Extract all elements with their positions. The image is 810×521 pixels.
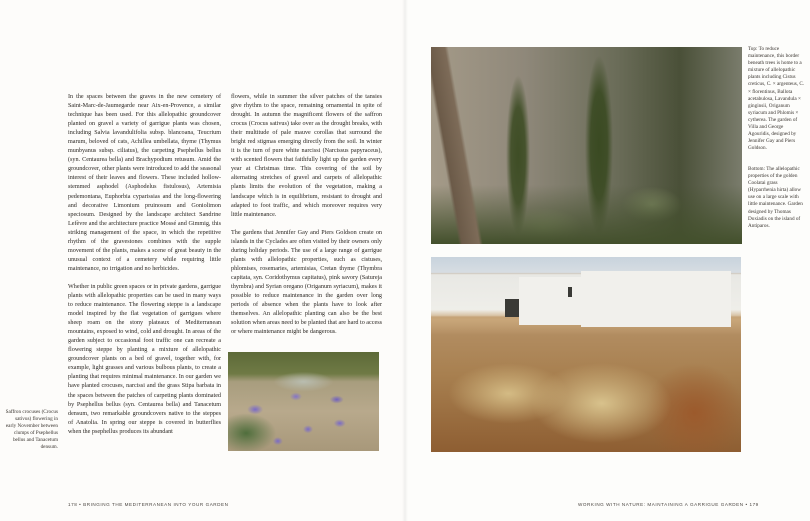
book-gutter bbox=[402, 0, 408, 521]
photo-caption-top: Top: To reduce maintenance, this border beneath trees is home to a mixture of allelopathic plants including Cistus creticus, C. × argenteus, C. × florentinus, Ballota acetabulosa, Lavandula × ginginsii, Origanum syriacum and Phlomis × cytherea. The garden of Villa and George Agouridis, designed by Jennifer Gay and Piers Goldson. bbox=[748, 46, 805, 152]
page-footer-left: 178 • BRINGING THE MEDITERRANEAN INTO YOUR GARDEN bbox=[68, 502, 229, 507]
page-footer-right: WORKING WITH NATURE: MAINTAINING A GARRIGUE GARDEN • 179 bbox=[578, 502, 759, 507]
coolatai-grass-photo bbox=[431, 257, 741, 452]
saffron-crocus-photo bbox=[228, 352, 379, 451]
paragraph: The gardens that Jennifer Gay and Piers Goldson create on islands in the Cyclades are often visited by their owners only during holiday periods. The use of a large range of garrigue plants with allelopathic properties, such as cistuses, phlomises, rosemaries, artemisias, Cretan thyme (Thymbra capitata, syn. Coridothymus capitatus), pink savory (Satureja thymbra) and Syrian oregano (Origanum syriacum), makes it possible to reduce maintenance in the garden over long periods of absence when the plants have to look after themselves. An allelopathic planting can also be the best solution when areas need to be planted that are hard to access or where maintenance might be dangerous. bbox=[231, 229, 382, 336]
photo-caption-bottom: Bottom: The allelopathic properties of the golden Coolatai grass (Hyparrhenia hirta) allow use on a large scale with little maintenance. Garden designed by Thomas Doxiadis on the island of Antiparos. bbox=[748, 166, 803, 229]
house-block bbox=[581, 271, 731, 327]
doorway bbox=[505, 299, 519, 317]
window bbox=[568, 287, 572, 297]
paragraph: Whether in public green spaces or in private gardens, garrigue plants with allelopathic properties can be used in many ways to reduce maintenance. The flowering steppe is a landscape model inspired by the flat vegetation of garrigues where sheep roam on the stony plateaux of Mediterranean mountains, exposed to wind, cold and drought. In areas of the garden subject to occasional foot traffic one can recreate a flowering steppe by planting a mixture of allelopathic groundcover plants on a bed of gravel, together with, for example, light grasses and various bulbous plants, to create a planting that requires minimal maintenance. In our garden we have planted crocuses, narcissi and the grass Stipa barbata in the spaces between the patches of carpeting plants dominated by Psephellus bellus (syn. Centaurea bella) and Tanacetum densum, two remarkable groundcovers native to the steppes of Anatolia. In spring our steppe is covered in butterflies when the psephellus produces its abundant bbox=[68, 283, 221, 435]
text-column-2 bbox=[231, 93, 382, 346]
house-block bbox=[519, 277, 589, 325]
paragraph: flowers, while in summer the silver patches of the tansies give rhythm to the space, remaining ornamental in spite of drought. In autumn the magnificent flowers of the saffron crocus (Crocus sativus) take over as the drought breaks, with their multitude of pale mauve corollas that surround the bright red stigmas emerging directly from the soil. In winter it is the turn of pure white narcissi (Narcissus papyraceus), with scented flowers that faithfully light up the garden every year at Christmas time. This covering of the soil by alternating stretches of gravel and carpets of allelopathic plants limits the evolution of the vegetation, making a landscape which is in equilibrium, resistant to drought and adapted to foot traffic, and which moreover requires very little maintenance. bbox=[231, 94, 382, 218]
photo-caption: Saffron crocuses (Crocus sativus) flowering in early November between clumps of Psephellus bellus and Tanacetum densum. bbox=[5, 409, 58, 451]
text-column-1 bbox=[68, 93, 221, 446]
paragraph: In the spaces between the graves in the new cemetery of Saint-Marc-de-Jaumegarde near Aix-en-Provence, a similar technique has been used. For this allelopathic groundcover planted on gravel a variety of garrigue plants was chosen, including Salvia lavandulifolia subsp. blancoana, Teucrium marum, beloved of cats, Achillea umbellata, thyme (Thymus munbyanus subsp. ciliatus), the carpeting Psephellus bellus (syn. Centaurea bella) and Brachypodium retusum. Amid the groundcover, other plants were introduced to add the seasonal interest of their leaves and flowers. These included hollow-stemmed asphodel (Asphodelus fistulosus), Artemisia pedemontana, Euphorbia cyparissias and the long-flowering and decorative Limonium pruinosum and Goniolimon speciosum. Designed by the landscape architect Sandrine Lefèvre and the architecture practice Mossé and Gimmig, this striking management of the space, in which the repetitive rhythm of the gravestones combines with the supple movement of the plants, makes a scene of great beauty in the unusual context of a cemetery while requiring little maintenance, no irrigation and no herbicides. bbox=[68, 94, 221, 272]
tree-border-photo bbox=[431, 47, 742, 244]
